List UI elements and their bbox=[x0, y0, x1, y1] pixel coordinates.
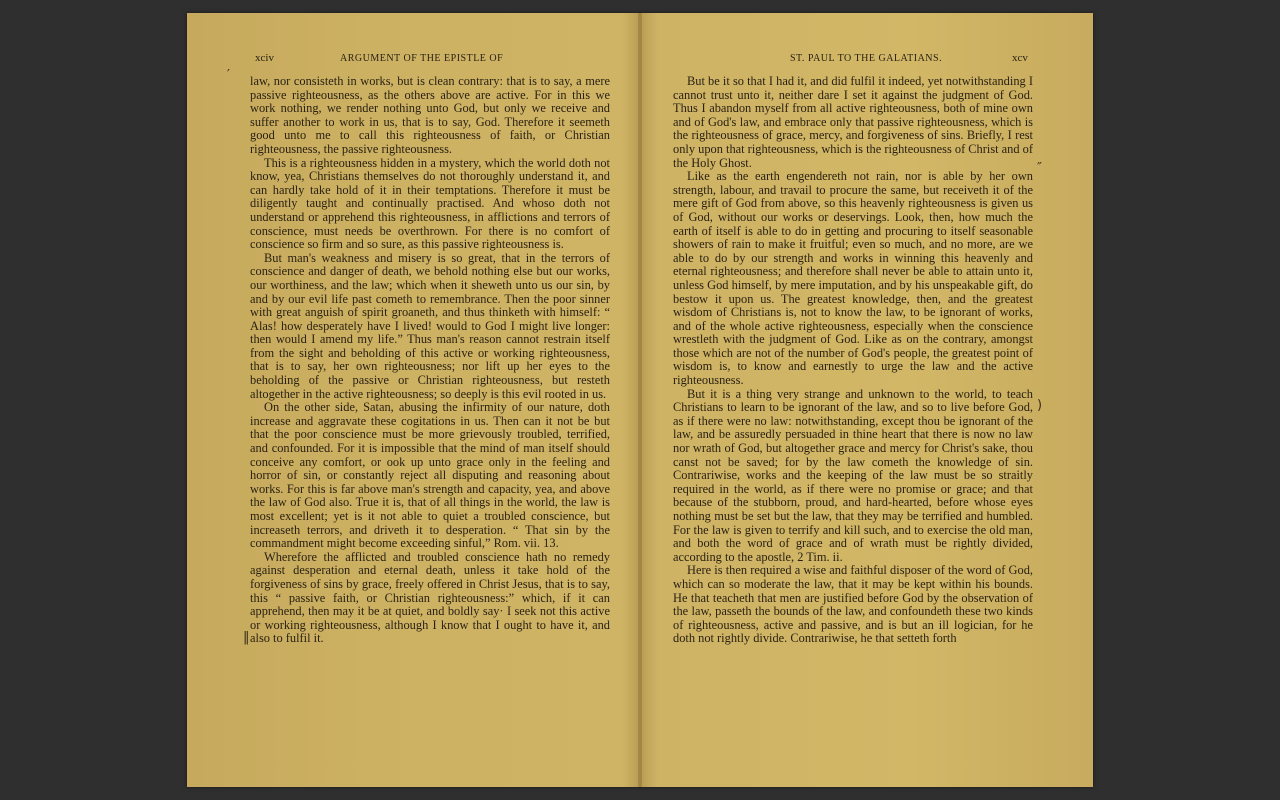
left-margin-mark-bottom: ‖ bbox=[243, 630, 250, 645]
right-paragraph-2: Like as the earth engendereth not rain, nor is able by her own strength, labour, and travail to procure the same, but receiveth it of the mere gift of God from above, so this heavenly righteousness is given us of God, without our works or deservings. Look, then, how much the earth of itself is able to do in getting and procuring to itself seasonable showers of rain to make it fruitful; even so much, and no more, are we able to do by our strength and works in winning this heavenly and eternal righteousness; and therefore shall never be able to attain unto it, unless God himself, by mere imputation, and by his unspeakable gift, do bestow it upon us. The greatest knowledge, then, and the greatest wisdom of Christians is, not to know the law, to be ignorant of works, and of the whole active righteousness, especially when the conscience wrestleth with the judgment of God. Like as on the contrary, amongst those which are not of the number of God's people, the greatest point of wisdom is, to know and earnestly to urge the law and the active righteousness. bbox=[673, 169, 1033, 388]
right-paragraph-4: Here is then required a wise and faithful disposer of the word of God, which can so moderate the law, that it may be kept within his bounds. He that teacheth that men are justified before God by the observation of the law, passeth the bounds of the law, and confoundeth these two kinds of righteousness, active and passive, and is but an ill logician, for he doth not rightly divide. Contrariwise, he that setteth forth bbox=[673, 563, 1033, 646]
left-running-head: ARGUMENT OF THE EPISTLE OF bbox=[340, 53, 504, 64]
right-paragraph-3: But it is a thing very strange and unknown to the world, to teach Christians to learn to be ignorant of the law, and so to live before God, as if there were no law: notwithstanding, except thou be ignorant of the law, and be assuredly persuaded in thine heart that there is now no law nor wrath of God, but altogether grace and mercy for Christ's sake, thou canst not be saved; for by the law cometh the knowledge of sin. Contrariwise, works and the keeping of the law must be so straitly required in the world, as if there were no promise or grace; and that because of the stubborn, proud, and hard-hearted, before whose eyes nothing must be set but the law, that they may be terrified and humbled. For the law is given to terrify and kill such, and to exercise the old man, and both the word of grace and of wrath must be rightly divided, according to the apostle, 2 Tim. ii. bbox=[673, 386, 1033, 564]
right-page-number: xcv bbox=[1012, 52, 1028, 64]
right-margin-mark-middle: ) bbox=[1037, 398, 1043, 413]
left-margin-mark-top: ′ bbox=[227, 68, 230, 83]
right-running-head: ST. PAUL TO THE GALATIANS. bbox=[790, 53, 943, 64]
left-paragraph-3: But man's weakness and misery is so great, that in the terrors of conscience and danger of death, we behold nothing else but our works, our worthiness, and the law; which when it sheweth unto us our sin, by and by our evil life past cometh to remembrance. Then the poor sinner with great anguish of spirit groaneth, and thus thinketh with himself: “ Alas! how desperately have I lived! would to God I might live longer: then would I amend my life.” Thus man's reason cannot restrain itself from the sight and beholding of this active or working righteousness, that is to say, her own righteousness; nor lift up her eyes to the beholding of the passive or Christian righteousness, but resteth altogether in the active righteousness; so deeply is this evil rooted in us. bbox=[250, 250, 610, 401]
right-page bbox=[642, 13, 1093, 787]
right-margin-mark-top: ″ bbox=[1037, 161, 1042, 176]
book-spread bbox=[187, 13, 1093, 787]
left-paragraph-4: On the other side, Satan, abusing the infirmity of our nature, doth increase and aggravate these cogitations in us. Then can it not be but that the poor conscience must be more grievously troubled, terrified, and confounded. For it is impossible that the mind of man itself should conceive any comfort, or ook up unto grace only in the feeling and horror of sin, or constantly reject all disputing and reasoning about works. For this is far above man's strength and capacity, yea, and above the law of God also. True it is, that of all things in the world, the law is most excellent; yet is it not able to quiet a troubled conscience, but increaseth terrors, and driveth it to desperation. “ That sin by the commandment might become exceeding sinful,” Rom. vii. 13. bbox=[250, 400, 610, 551]
left-paragraph-2: This is a righteousness hidden in a mystery, which the world doth not know, yea, Christians themselves do not thoroughly understand it, and can hardly take hold of it in their temptations. Therefore it must be diligently taught and continually practised. And whoso doth not understand or apprehend this righteousness, in afflictions and terrors of conscience, must needs be overthrown. For there is no comfort of conscience so firm and so sure, as this passive righteousness is. bbox=[250, 155, 610, 252]
right-paragraph-1: But be it so that I had it, and did fulfil it indeed, yet notwithstanding I cannot trust unto it, neither dare I set it against the judgment of God. Thus I abandon myself from all active righteousness, both of mine own and of God's law, and embrace only that passive righteousness, which is the righteousness of grace, mercy, and forgiveness of sins. Briefly, I rest only upon that righteousness, which is the righteousness of Christ and of the Holy Ghost. bbox=[673, 74, 1033, 170]
left-paragraph-5: Wherefore the afflicted and troubled conscience hath no remedy against desperation and eternal death, unless it take hold of the forgiveness of sins by grace, freely offered in Christ Jesus, that is to say, this “ passive faith, or Christian righteousness:” which, if it can apprehend, then may it be at quiet, and boldly say· I seek not this active or working righteousness, although I know that I ought to have it, and also to fulfil it. bbox=[250, 549, 610, 646]
left-paragraph-1: law, nor consisteth in works, but is clean contrary: that is to say, a mere passive righteousness, as the others above are active. For in this we work nothing, we render nothing unto God, but only we receive and suffer another to work in us, that is to say, God. Therefore it seemeth good unto me to call this righteousness of faith, or Christian righteousness, the passive righteousness. bbox=[250, 74, 610, 156]
left-page bbox=[187, 13, 638, 787]
right-page-body bbox=[673, 75, 1033, 646]
left-page-number: xciv bbox=[255, 52, 274, 64]
left-page-body bbox=[250, 75, 610, 646]
